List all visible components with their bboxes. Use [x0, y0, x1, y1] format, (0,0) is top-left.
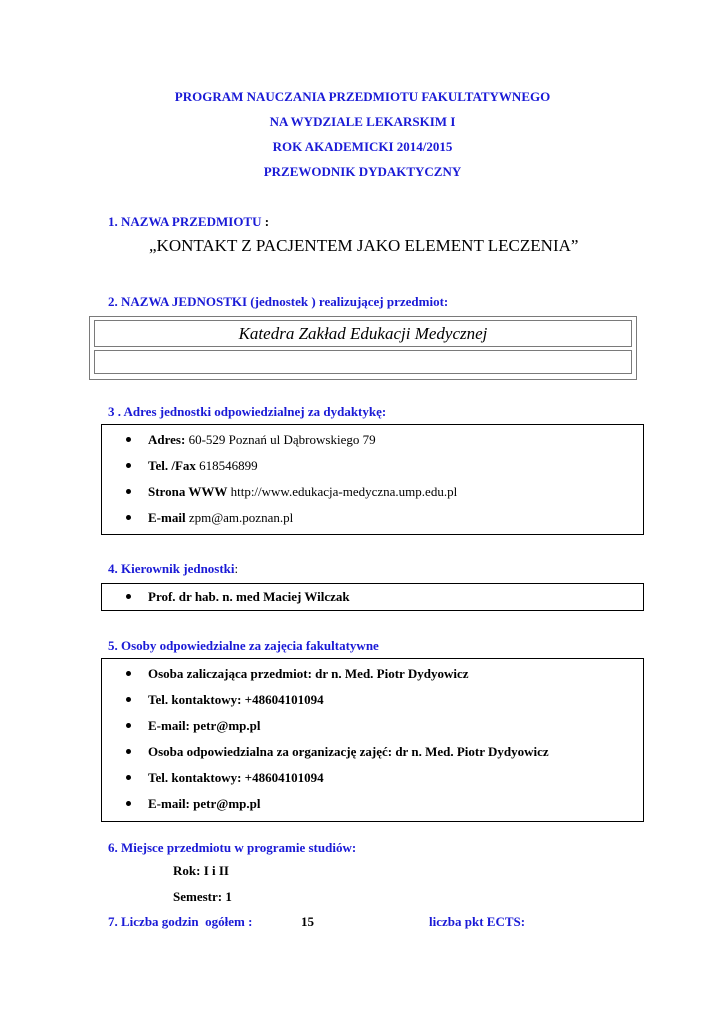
hours-value: 15 — [301, 914, 314, 929]
course-title: „KONTAKT Z PACJENTEM JAKO ELEMENT LECZENIA” — [149, 236, 579, 255]
persons-box — [101, 658, 644, 822]
header-line-4: PRZEWODNIK DYDAKTYCZNY — [263, 164, 462, 179]
section-7-heading: 7. Liczba godzin ogółem : — [108, 914, 253, 929]
year-value: Rok: I i II — [173, 863, 229, 878]
head-name: Prof. dr hab. n. med Maciej Wilczak — [148, 589, 350, 604]
website-link[interactable]: http://www.edukacja-medyczna.ump.edu.pl — [227, 484, 458, 499]
ects-label: liczba pkt ECTS: — [429, 914, 526, 929]
section-1-colon: : — [261, 214, 270, 229]
section-3-heading: 3 . Adres jednostki odpowiedzialnej za dydaktykę: — [108, 404, 387, 419]
address-box — [101, 424, 644, 535]
header-line-2: NA WYDZIALE LEKARSKIM I — [269, 114, 456, 129]
section-1-label: 1. NAZWA PRZEDMIOTU — [108, 214, 262, 229]
list-item-text: Tel. kontaktowy: +48604101094 — [148, 770, 324, 785]
section-1-heading — [108, 214, 269, 230]
list-item-text: E-mail: petr@mp.pl — [148, 796, 261, 811]
list-item-text: Osoba zaliczająca przedmiot: dr n. Med. Piotr Dydyowicz — [148, 666, 469, 681]
bullet-icon — [126, 463, 131, 468]
list-item-text: Tel. kontaktowy: +48604101094 — [148, 692, 324, 707]
address-key: Adres: — [148, 432, 186, 447]
unit-table-row-2 — [94, 350, 632, 374]
bullet-icon — [126, 749, 131, 754]
bullet-icon — [126, 515, 131, 520]
bullet-icon — [126, 671, 131, 676]
phone-key: Tel. /Fax — [148, 458, 196, 473]
section-4-heading — [108, 561, 238, 577]
unit-table — [89, 316, 637, 380]
bullet-icon — [126, 723, 131, 728]
list-item-text: Osoba odpowiedzialna za organizację zajęć: dr n. Med. Piotr Dydyowicz — [148, 744, 549, 759]
unit-table-row-1 — [94, 320, 632, 347]
bullet-icon — [126, 697, 131, 702]
bullet-icon — [126, 594, 131, 599]
unit-name: Katedra Zakład Edukacji Medycznej — [238, 324, 488, 343]
bullet-icon — [126, 489, 131, 494]
section-6-heading: 6. Miejsce przedmiotu w programie studiów: — [108, 840, 357, 855]
section-5-heading: 5. Osoby odpowiedzialne za zajęcia fakultatywne — [108, 638, 379, 653]
bullet-icon — [126, 801, 131, 806]
section-2-heading: 2. NAZWA JEDNOSTKI (jednostek ) realizującej przedmiot: — [108, 294, 449, 309]
website-key: Strona WWW — [148, 484, 228, 499]
bullet-icon — [126, 775, 131, 780]
email-key: E-mail — [148, 510, 186, 525]
semester-value: Semestr: 1 — [173, 889, 232, 904]
header-line-3: ROK AKADEMICKI 2014/2015 — [272, 139, 453, 154]
section-4-label: 4. Kierownik jednostki — [108, 561, 235, 576]
bullet-icon — [126, 437, 131, 442]
email-link[interactable]: zpm@am.poznan.pl — [185, 510, 294, 525]
phone-value: 618546899 — [195, 458, 258, 473]
head-box — [101, 583, 644, 611]
list-item-text: E-mail: petr@mp.pl — [148, 718, 261, 733]
header-line-1: PROGRAM NAUCZANIA PRZEDMIOTU FAKULTATYWNEGO — [174, 89, 551, 104]
address-value: 60-529 Poznań ul Dąbrowskiego 79 — [185, 432, 376, 447]
section-4-colon: : — [234, 561, 239, 576]
